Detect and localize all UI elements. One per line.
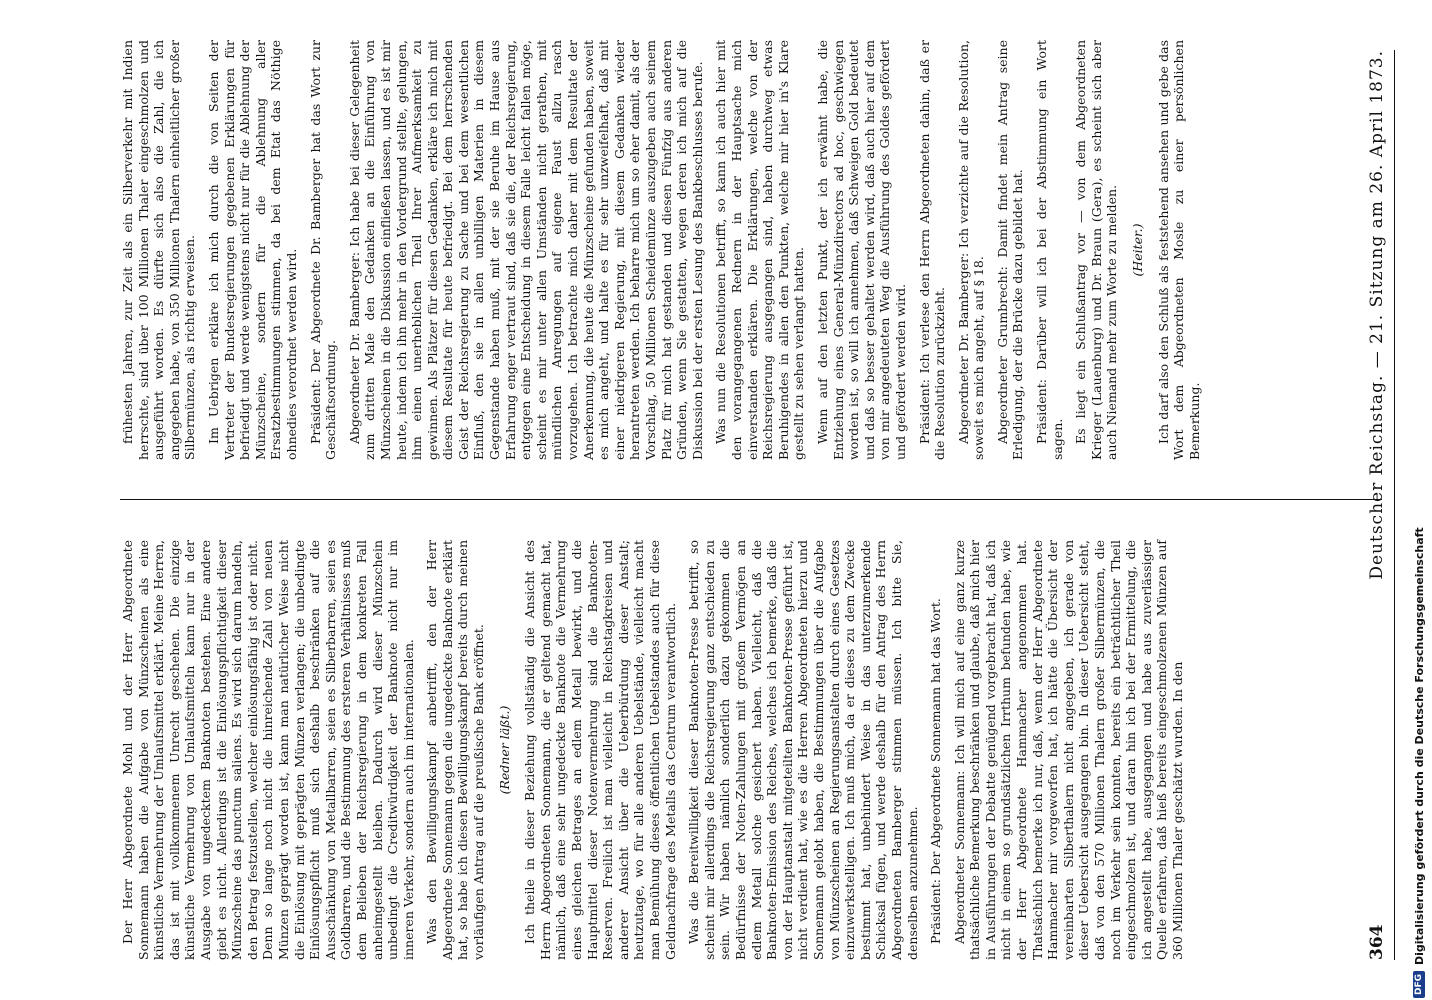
dfg-logo: DFG bbox=[1413, 971, 1425, 998]
page-number: 364 bbox=[1367, 924, 1387, 960]
paragraph: Was den Bewilligungskampf anbetrifft, den der Herr Abgeordnete Sonnemann gegen die ungedeckte Banknote erklärt hat, so habe ich diesen Bewilligungskampf bereits durch meinen vorläufigen Antrag auf die preußische Bank eröffnet. bbox=[424, 540, 487, 960]
speaker-paragraph: Präsident: Der Abgeordnete Dr. Bamberger hat das Wort zur Geschäftsordnung. bbox=[307, 40, 339, 460]
paragraph: Wenn auf den letzten Punkt, der ich erwähnt habe, die Entziehung eines General-Münzdirectors ad hoc, geschwiegen worden ist, so will ich annehmen, daß Schweigen Gold bedeutet und daß so besser gehaltet werden wird, daß auch hier auf dem von mir angedeuteten Weg die Ausführung des Goldes gefördert und gefördert werden wird. bbox=[814, 40, 908, 460]
paragraph: Was die Bereitwilligkeit dieser Banknoten-Presse betrifft, so scheint mir allerdings die Reichsregierung ganz entschieden zu sein. Wir haben nämlich sonderlich dazu gekommen die Bedürfnisse der Noten-Zahlungen mit großem Vermögen an edlem Metall solche gesichert haben. Vielleicht, daß die Banknoten-Emission des Reiches, welches ich bemerke, daß die von der Hauptanstalt mitgeteilten Banknoten-Presse geführt ist, nicht verdient hat, wie es die Herren Abgeordneten hierzu und Sonnemann gelobt haben, die Bestimmungen über die Aufgabe von Münzscheinen an Regierungsanstalten durch eines Gesetzes einzuwerkstelligen. Ich muß mich, da er dieses zu dem Zwecke bestimmt hat, unbehindert Weise in das unterzumerkende Schicksal fügen, und werde deshalb für den Antrag des Herrn Abgeordneten Bamberger stimmen müssen. Ich bitte Sie, denselben anzunehmen. bbox=[686, 540, 920, 960]
paragraph: Ich darf also den Schluß als feststehend ansehen und gebe das Wort dem Abgeordneten Mosle zu einer persönlichen Bemerkung. bbox=[1155, 40, 1202, 460]
page-header bbox=[1360, 50, 1395, 960]
paragraph: frühesten Jahren, zur Zeit als ein Silberverkehr mit Indien herrschte, sind über 100 Millionen Thaler eingeschmolzen und ausgeführt worden. Es dürfte sich also die Zahl, die ich angegeben habe, von 350 Millionen Thalern einheitlicher großer Silbermünzen, als richtig erweisen. bbox=[120, 40, 198, 460]
speaker-paragraph: Abgeordneter Dr. Bamberger: Ich habe bei dieser Gelegenheit zum dritten Male den Gedanken an die Einführung von Münzscheinen in die Diskussion einfließen lassen, und es ist mir heute, indem ich ihn mehr in den Vordergrund stellte, gelungen, ihm einen unerheblichen Theil Ihrer Aufmerksamkeit zu gewinnen. Als Plätzer für diesen Gedanken, erkläre ich mich mit diesem Resultate für heute befriedigt. Bei dem herrschenden Geist der Reichsregierung zu Sache und bei dem wesentlichen Einfluß, den sie in allen unbilligen Materien in diesem Gegenstande haben muß, mit der sie Beruhe im Hause aus Erfahrung enger vertraut sind, daß sie die, der Reichsregierung, entgegen eine Entscheidung in diesem Falle leicht fallen möge, scheint es mir unter allen Umständen nicht gerathen, mit mündlichen Anregungen auf eigene Faust allzu rasch vorzugehen. Ich betrachte mich daher mit dem Resultate der Anerkennung, die heute die Münzscheine gefunden haben, soweit es mich angeht, und halte es für sehr unzweifelhaft, daß mit einer niedrigeren Regierung, mit diesem Gedanken wieder herantreten werden. Ich beharre mich um so eher damit, als der Vorschlag, 50 Millionen Scheidemünze auszugeben auch seinem Platz für mich hat gestanden und diesen Fünfzig aus anderen Gründen, wenn Sie gestatten, wegen deren ich mich auf die Diskussion bei der ersten Lesung des Bankbeschlusses berufe. bbox=[346, 40, 705, 460]
speaker-paragraph: Präsident: Ich verlese den Herrn Abgeordneten dahin, daß er die Resolution zurückzieht. bbox=[916, 40, 948, 460]
column-divider bbox=[120, 499, 1382, 500]
speaker-paragraph: Präsident: Der Abgeordnete Sonnemann hat das Wort. bbox=[928, 598, 944, 944]
speaker-paragraph: Abgeordneter Grumbrecht: Damit findet mein Antrag seine Erledigung, der die Brücke dazu gebildet hat. bbox=[994, 40, 1026, 460]
paragraph: Der Herr Abgeordnete Mohl und der Herr Abgeordnete Sonnemann haben die Aufgabe von Münzscheinen als eine künstliche Vermehrung der Umlaufsmittel erklärt. Meine Herren, das ist mit vollkommenem Unrecht geschehen. Die einzige künstliche Vermehrung von Umlaufsmitteln kann nur in der Ausgabe von ungedecktem Banknoten bestehen. Eine andere giebt es nicht. Allerdings ist die Einlösungspflichtigkeit dieser Münzscheine das punctum saliens. Es wird sich darum handeln, den Betrag festzustellen, welcher einlösungsfähig ist oder nicht. Denn so lange noch nicht die hinreichende Zahl von neuen Münzen geprägt worden ist, kann man natürlicher Weise nicht die Einlösung mit geprägten Münzen verlangen; die unbedingte Einlösungspflicht muß sich deshalb beschränken auf die Ausschänkung von Metallbarren, seien es Silberbarren, seien es Goldbarren, und die Bestimmung des ersteren Verhältnisses muß dem Belieben der Reichsregierung in dem konkreten Fall anheimgestellt bleiben. Dadurch wird dieser Münzschein unbedingt die Creditwürdigkeit der Banknote nicht nur im inneren Verkehr, sondern auch im internationalen. bbox=[120, 540, 416, 960]
speaker-paragraph: Abgeordneter Dr. Bamberger: Ich verzichte auf die Resolution, soweit es mich angeht, auf § 18. bbox=[955, 40, 987, 460]
footer-text: Digitalisierung gefördert durch die Deutsche Forschungsgemeinschaft bbox=[1412, 527, 1426, 965]
right-column bbox=[120, 40, 1210, 460]
running-title: Deutscher Reichstag. — 21. Sitzung am 26. April 1873. bbox=[1367, 50, 1387, 580]
digitization-footer bbox=[1406, 0, 1432, 1000]
paragraph: Ich theile in dieser Beziehung vollständig die Ansicht des Herrn Abgeordneten Sonnemann, die er geltend gemacht hat, nämlich, daß eine sehr ungedeckte Banknote die Vermehrung eines gleichen Betrages an edlem Metall bewirkt, und die Hauptmittel dieser Notenvermehrung sind die Banknoten-Reserven. Freilich ist man vielleicht in Reichstagkreisen und anderer Ansicht über die Ueberbürdung dieser Anstalt; heutzutage, wo für alle anderen Uebelstände, vielleicht macht man Bemühung dieses öffentlichen Uebelstandes auch für diese Geldnachfrage des Metalls das Centrum verantwortlich. bbox=[522, 540, 678, 960]
speaker-paragraph: Präsident: Darüber will ich bei der Abstimmung ein Wort sagen. bbox=[1034, 40, 1065, 460]
left-column bbox=[120, 540, 1194, 960]
paragraph: Im Uebrigen erkläre ich mich durch die von Seiten der Vertreter der Bundesregierungen gegebenen Erklärungen für befriedigt und werde wenigstens nicht nur für die Ablehnung der Münzscheine, sondern für die Ablehnung aller Ersatzbestimmungen stimmen, da bei dem Etat das Nöthige ohnedies verordnet werden wird. bbox=[205, 40, 299, 460]
interjection: (Heiter.) bbox=[1130, 223, 1146, 277]
paragraph: Was nun die Resolutionen betrifft, so kann ich auch hier mit den vorangegangenen Rednern in der Hauptsache mich einverstanden erklären. Die Erklärungen, welche von der Reichsregierung ausgegangen sind, haben durchweg etwas Beruhigendes in allen den Punkten, welche mir hier in's Klare gestellt zu sehen verlangt hatten. bbox=[713, 40, 807, 460]
interjection: (Redner läßt.) bbox=[496, 705, 512, 795]
speaker-paragraph: Abgeordneter Sonnemann: Ich will mich auf eine ganz kurze thatsächliche Bemerkung beschränken und glaube, daß mich hier in Ausführungen der Debatte genügend vorgebracht hat, daß ich nicht in einem so grundsätzlichen Irrthum befunden habe, wie der Herr Abgeordnete Hammacher angenommen hat. Thatsächlich bemerke ich nur, daß, wenn der Herr Abgeordnete Hammacher mir vorgeworfen hat, ich hätte die Übersicht der vereinbarten Silberthalern nicht angegeben, ich gerade von dieser Uebersicht ausgegangen bin. In dieser Uebersicht steht, daß von den 570 Millionen Thalern großer Silbermünzen, die noch im Verkehr sein konnten, bereits ein beträchtlicher Theil eingeschmolzen ist, und daran hin ich bei der Ermittelung, die ich angestellt habe, ausgegangen und habe aus zuverlässiger Quelle erfahren, daß hieß bereits eingeschmolzenen Münzen auf 360 Millionen Thaler geschätzt wurden. In den bbox=[951, 540, 1185, 960]
paragraph: Es liegt ein Schlußantrag vor — von dem Abgeordneten Krieger (Lauenburg) und Dr. Braun (Gera), es scheint sich aber auch Niemand mehr zum Worte zu melden. bbox=[1073, 40, 1120, 460]
